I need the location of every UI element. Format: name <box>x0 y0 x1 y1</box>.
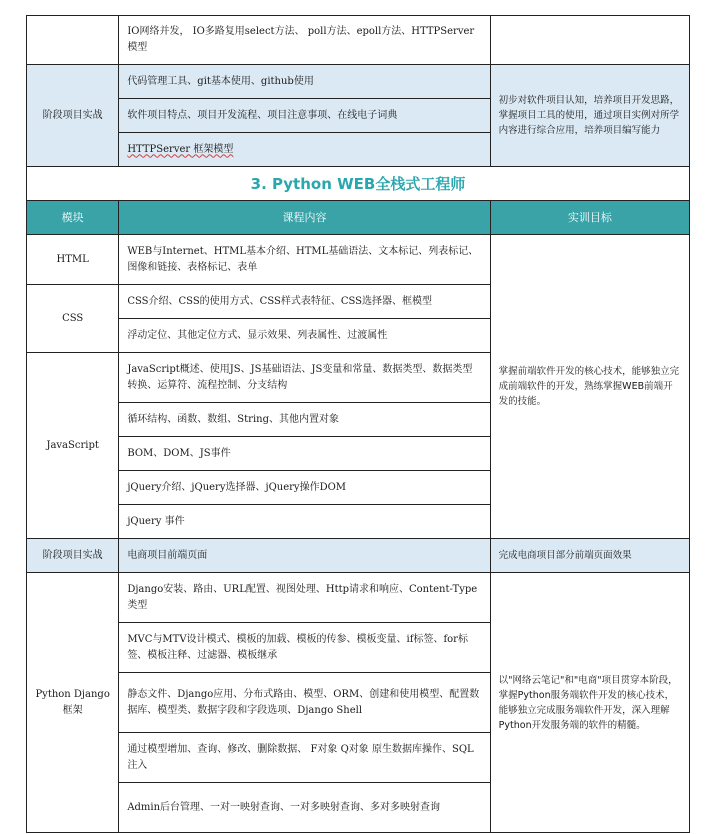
goal-cell <box>490 16 689 65</box>
header-content: 课程内容 <box>119 201 490 235</box>
module-cell: Python Django框架 <box>27 573 119 833</box>
table-row <box>27 65 690 99</box>
goal-cell: 初步对软件项目认知，培养项目开发思路，掌握项目工具的使用，通过项目实例对所学内容进行综合应用，培养项目编写能力 <box>490 65 689 167</box>
module-cell: CSS <box>27 285 119 353</box>
section-row <box>27 167 690 201</box>
content-cell: JavaScript概述、使用JS、JS基础语法、JS变量和常量、数据类型、数据类型转换、运算符、流程控制、分支结构 <box>119 353 490 403</box>
module-cell: 阶段项目实战 <box>27 65 119 167</box>
goal-cell: 以"网络云笔记"和"电商"项目贯穿本阶段，掌握Python服务端软件开发的核心技术，能够独立完成服务端软件开发，深入理解Python开发服务端的软件的精髓。 <box>490 573 689 833</box>
content-text: HTTPServer 框架模型 <box>127 143 234 155</box>
content-cell: IO网络并发， IO多路复用select方法、 poll方法、epoll方法、HTTPServer模型 <box>119 16 490 65</box>
table-row <box>27 235 690 285</box>
content-cell: jQuery介绍、jQuery选择器、jQuery操作DOM <box>119 471 490 505</box>
content-cell: CSS介绍、CSS的使用方式、CSS样式表特征、CSS选择器、框模型 <box>119 285 490 319</box>
content-cell: MVC与MTV设计模式、模板的加载、模板的传参、模板变量、if标签、for标签、模板注释、过滤器、模板继承 <box>119 623 490 673</box>
header-goal: 实训目标 <box>490 201 689 235</box>
section-title: 3. Python WEB全栈式工程师 <box>27 167 690 201</box>
content-cell: 软件项目特点、项目开发流程、项目注意事项、在线电子词典 <box>119 99 490 133</box>
content-cell: 循环结构、函数、数组、String、其他内置对象 <box>119 403 490 437</box>
table-row <box>27 16 690 65</box>
header-module: 模块 <box>27 201 119 235</box>
content-cell: Admin后台管理、一对一映射查询、一对多映射查询、多对多映射查询 <box>119 783 490 833</box>
table-row <box>27 539 690 573</box>
content-cell: BOM、DOM、JS事件 <box>119 437 490 471</box>
content-cell: 代码管理工具、git基本使用、github使用 <box>119 65 490 99</box>
module-cell: JavaScript <box>27 353 119 539</box>
module-cell: 阶段项目实战 <box>27 539 119 573</box>
curriculum-table <box>26 15 690 833</box>
content-cell: 电商项目前端页面 <box>119 539 490 573</box>
content-cell: Django安装、路由、URL配置、视图处理、Http请求和响应、Content-Type类型 <box>119 573 490 623</box>
content-cell: 浮动定位、其他定位方式、显示效果、列表属性、过渡属性 <box>119 319 490 353</box>
goal-cell: 掌握前端软件开发的核心技术，能够独立完成前端软件的开发，熟练掌握WEB前端开发的技能。 <box>490 235 689 539</box>
content-cell: 静态文件、Django应用、分布式路由、模型、ORM、创建和使用模型、配置数据库、模型类、数据字段和字段选项、Django Shell <box>119 673 490 733</box>
goal-cell: 完成电商项目部分前端页面效果 <box>490 539 689 573</box>
module-cell <box>27 16 119 65</box>
content-cell: jQuery 事件 <box>119 505 490 539</box>
content-cell <box>119 133 490 167</box>
module-cell: HTML <box>27 235 119 285</box>
header-row <box>27 201 690 235</box>
table-row <box>27 573 690 623</box>
content-cell: WEB与Internet、HTML基本介绍、HTML基础语法、文本标记、列表标记、图像和链接、表格标记、表单 <box>119 235 490 285</box>
content-cell: 通过模型增加、查询、修改、删除数据、 F对象 Q对象 原生数据库操作、SQL注入 <box>119 733 490 783</box>
